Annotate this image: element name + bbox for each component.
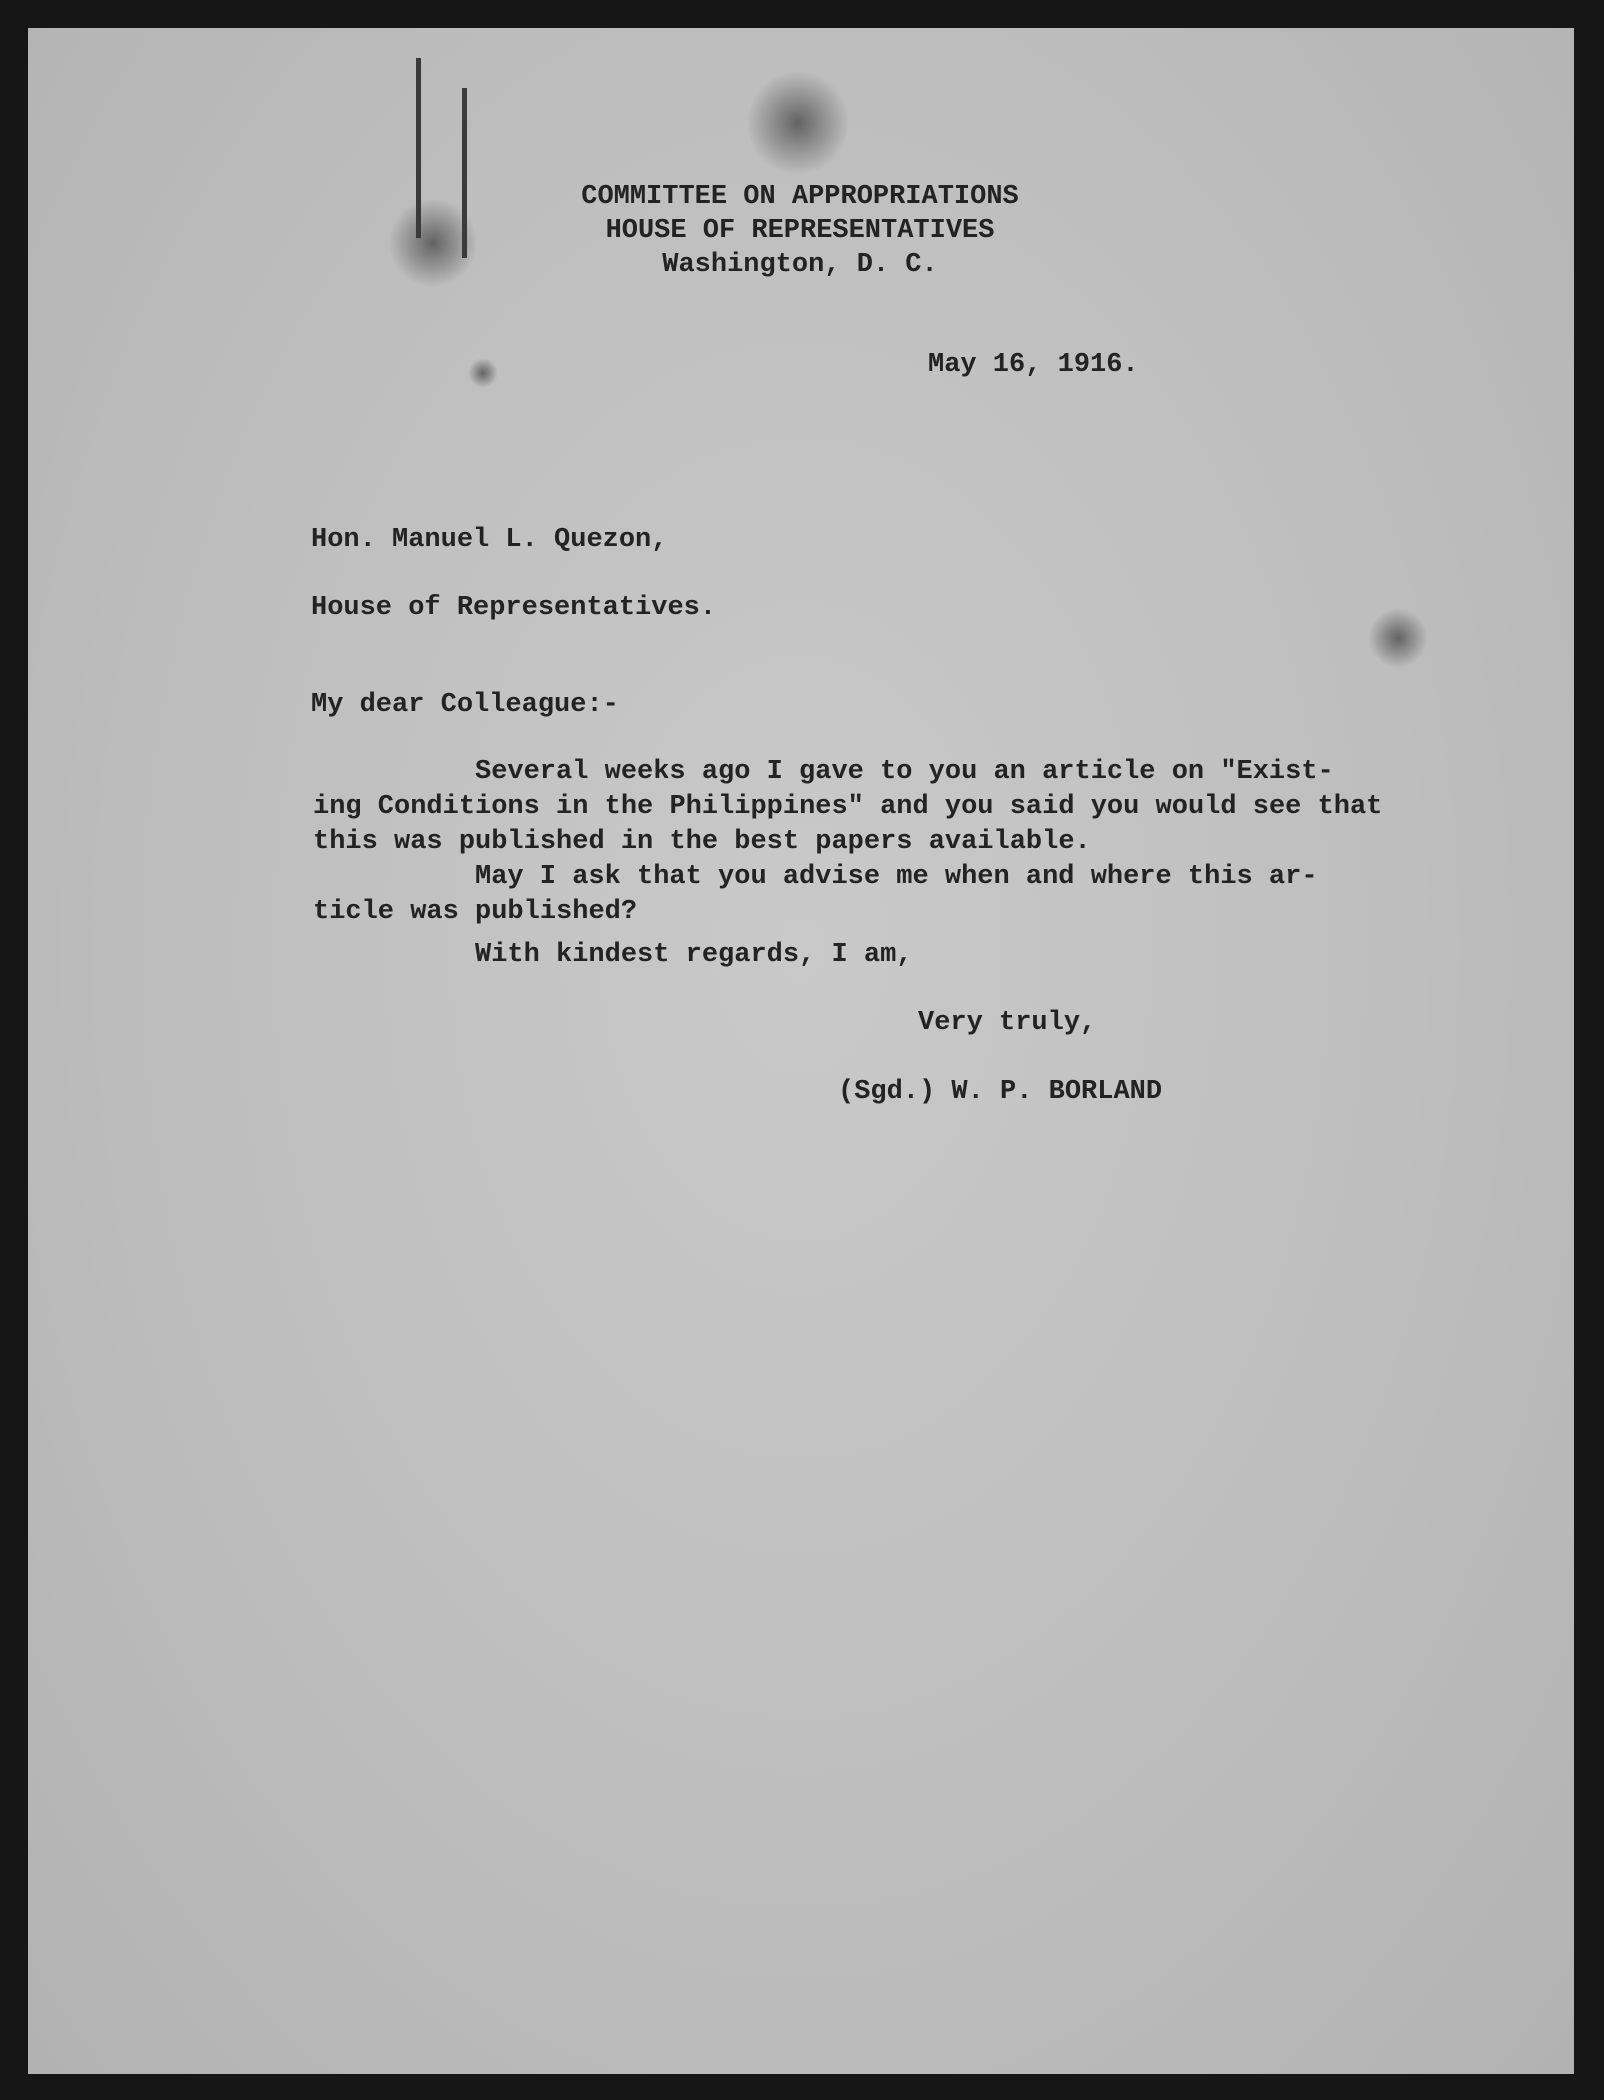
recipient-organization: House of Representatives. <box>311 593 717 623</box>
recipient-name: Hon. Manuel L. Quezon, <box>311 525 668 555</box>
body-line: Several weeks ago I gave to you an article on "Exist- <box>475 757 1334 787</box>
complimentary-close: Very truly, <box>918 1008 1097 1038</box>
closing-line: With kindest regards, I am, <box>475 940 913 970</box>
body-line: ing Conditions in the Philippines" and you said you would see that <box>313 792 1383 822</box>
letter-body <box>28 28 1574 2074</box>
letterhead-committee: COMMITTEE ON APPROPRIATIONS <box>581 182 1019 212</box>
body-line: ticle was published? <box>313 897 638 927</box>
letterhead <box>430 180 1170 282</box>
body-line: this was published in the best papers available. <box>313 827 1091 857</box>
signature: (Sgd.) W. P. BORLAND <box>838 1077 1163 1107</box>
letter-page <box>28 28 1574 2074</box>
salutation: My dear Colleague:- <box>311 690 619 720</box>
letterhead-city: Washington, D. C. <box>662 250 938 280</box>
letterhead-house: HOUSE OF REPRESENTATIVES <box>605 216 995 246</box>
letter-date: May 16, 1916. <box>928 350 1139 380</box>
body-line: May I ask that you advise me when and where this ar- <box>475 862 1318 892</box>
